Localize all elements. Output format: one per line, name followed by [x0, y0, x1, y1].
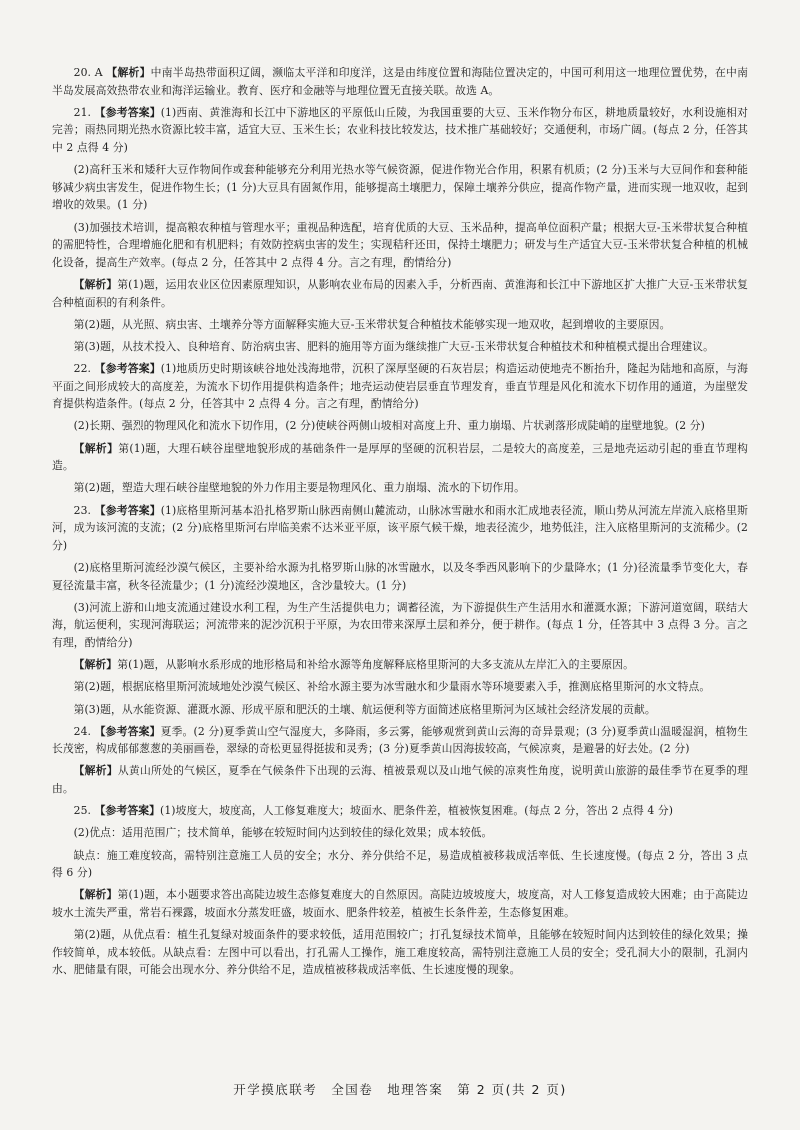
paragraph-text: 第(2)题，从优点看：植生孔复绿对坡面条件的要求较低，适用范围较广；打孔复绿技术简单，且能够在较短时间内达到较佳的绿化效果；操作较简单，成本较低。从缺点看：左图中可以看出，打孔需人工操作，施工难度较高，需特别注意施工人员的安全；受孔洞大小的限制，孔洞内水、肥储量有限，可能会出现水分、养分供给不足，造成植被移栽成活率低、生长速度慢的现象。 — [52, 928, 748, 977]
paragraph-text: (2)高秆玉米和矮秆大豆作物间作或套种能够充分利用光热水等气候资源，促进作物光合作用，积累有机质；(2 分)玉米与大豆间作和套种能够减少病虫害发生，促进作物生长；(1 分)大豆具有固氮作用，能够提高土壤肥力，保障土壤养分供应，提高作物产量，进而实现一地双收，起到增收的效果。(1 分) — [52, 163, 748, 212]
answer-paragraph — [52, 479, 748, 497]
answer-paragraph — [52, 316, 748, 334]
paragraph-text: (1)地质历史时期该峡谷地处浅海地带，沉积了深厚坚硬的石灰岩层；构造运动使地壳不断抬升，隆起为陆地和高原，与海平面之间形成较大的高度差，为流水下切作用提供构造条件；地壳运动使岩层垂直节理发育，垂直节理是风化和流水下切作用的通道，为崖壁发育提供构造条件。(每点 2 分，任答其中 2 点得 4 分。言之有理，酌情给分) — [52, 362, 748, 411]
answer-paragraph — [52, 886, 748, 921]
answer-paragraph — [52, 276, 748, 311]
section-tag: 【解析】 — [73, 764, 118, 778]
section-tag: 【参考答案】 — [94, 105, 161, 119]
answer-paragraph — [52, 417, 748, 435]
answer-paragraph — [52, 559, 748, 594]
answer-paragraph — [52, 802, 748, 820]
answer-paragraph — [52, 338, 748, 356]
answer-paragraph — [52, 161, 748, 214]
paragraph-text: 第(2)题，根据底格里斯河流域地处沙漠气候区、补给水源主要为冰雪融水和少量雨水等环境要素入手，推测底格里斯河的水文特点。 — [73, 680, 711, 694]
section-tag: 【解析】 — [73, 277, 118, 291]
section-tag: 【解析】 — [106, 66, 151, 79]
paragraph-text: (1)西南、黄淮海和长江中下游地区的平原低山丘陵，为我国重要的大豆、玉米作物分布区，耕地质量较好，水利设施相对完善；雨热同期光热水资源比较丰富，适宜大豆、玉米生长；农业科技比较发达，技术推广基础较好；交通便利，市场广阔。(每点 2 分，任答其中 2 点得 4 分) — [52, 105, 748, 154]
paragraph-text: 第(2)题，塑造大理石峡谷崖壁地貌的外力作用主要是物理风化、重力崩塌、流水的下切作用。 — [73, 481, 526, 495]
question-number: 20. A — [73, 66, 103, 79]
answer-content — [52, 64, 748, 979]
paragraph-text: 第(1)题，大理石峡谷崖壁地貌形成的基础条件一是厚厚的坚硬的沉积岩层，二是较大的高度差，三是地壳运动引起的垂直节理构造。 — [52, 441, 748, 473]
paragraph-text: 第(1)题，运用农业区位因素原理知识，从影响农业布局的因素入手，分析西南、黄淮海和长江中下游地区扩大推广大豆-玉米带状复合种植面积的有利条件。 — [52, 277, 748, 309]
paragraph-text: 从黄山所处的气候区，夏季在气候条件下出现的云海、植被景观以及山地气候的凉爽性角度，说明黄山旅游的最佳季节在夏季的理由。 — [52, 764, 748, 796]
question-number: 25. — [73, 804, 92, 818]
section-tag: 【参考答案】 — [94, 362, 161, 376]
section-tag: 【参考答案】 — [94, 804, 161, 818]
answer-paragraph — [52, 104, 748, 157]
paragraph-text: (2)底格里斯河流经沙漠气候区，主要补给水源为扎格罗斯山脉的冰雪融水，以及冬季西风影响下的少量降水；(1 分)径流量季节变化大，春夏径流量丰富，秋冬径流量少；(1 分)流经沙漠地区，含沙量较大。(1 分) — [52, 560, 748, 592]
paragraph-text: 第(1)题，本小题要求答出高陡边坡生态修复难度大的自然原因。高陡边坡坡度大，坡度高，对人工修复造成较大困难；由于高陡边坡水土流失严重，常岩石裸露，坡面水分蒸发旺盛，坡面水、肥条件较差，植被生长条件差，生态修复困难。 — [52, 888, 748, 919]
section-tag: 【参考答案】 — [94, 503, 161, 517]
paragraph-text: (1)坡度大，坡度高，人工修复难度大；坡面水、肥条件差，植被恢复困难。(每点 2 分，答出 2 点得 4 分) — [160, 804, 674, 818]
paragraph-text: (3)河流上游和山地支流通过建设水利工程，为生产生活提供电力；调蓄径流，为下游提供生产生活用水和灌溉水源；下游河道宽阔，联结大海，航运便利，实现河海联运；河流带来的泥沙沉积于平原，为农田带来深厚土层和养分，便于耕作。(每点 1 分，任答其中 3 点得 3 分。言之有理，酌情给分) — [52, 600, 748, 649]
paragraph-text: (2)优点：适用范围广；技术简单，能够在较短时间内达到较佳的绿化效果；成本较低。 — [73, 826, 493, 840]
answer-paragraph — [52, 360, 748, 413]
section-tag: 【解析】 — [73, 441, 119, 455]
answer-paragraph — [52, 219, 748, 272]
answer-paragraph — [52, 440, 748, 475]
question-number: 22. — [73, 362, 92, 376]
paragraph-text: 缺点：施工难度较高，需特别注意施工人员的安全；水分、养分供给不足，易造成植被移栽成活率低、生长速度慢。(每点 2 分，答出 3 点得 6 分) — [52, 848, 748, 880]
section-tag: 【解析】 — [73, 888, 118, 902]
answer-paragraph — [52, 926, 748, 979]
answer-paragraph — [52, 762, 748, 797]
question-number: 24. — [73, 724, 92, 738]
answer-paragraph — [52, 64, 748, 99]
answer-paragraph — [52, 723, 748, 758]
question-number: 21. — [73, 105, 92, 119]
answer-paragraph — [52, 656, 748, 674]
question-number: 23. — [73, 503, 92, 517]
paragraph-text: 夏季。(2 分)夏季黄山空气湿度大，多降雨，多云雾，能够观赏到黄山云海的奇异景观；(3 分)夏季黄山温暖湿润，植物生长茂密，构成郁郁葱葱的美丽画卷，翠绿的奇松更显得挺拔和灵秀；(3 分)夏季黄山因海拔较高，气候凉爽，是避暑的好去处。(2 分) — [52, 724, 748, 756]
paragraph-text: 第(1)题，从影响水系形成的地形格局和补给水源等角度解释底格里斯河的大多支流从左岸汇入的主要原因。 — [117, 658, 635, 672]
paragraph-text: (3)加强技术培训，提高粮农种植与管理水平；重视品种选配，培育优质的大豆、玉米品种，提高单位面积产量；根据大豆-玉米带状复合种植的需肥特性，合理增施化肥和有机肥料；有效防控病虫害的发生；实现秸秆还田，保持土壤肥力；研发与生产适宜大豆-玉米带状复合种植的机械化设备，提高生产效率。(每点 2 分，任答其中 2 点得 4 分。言之有理，酌情给分) — [52, 220, 748, 269]
paragraph-text: (1)底格里斯河基本沿扎格罗斯山脉西南侧山麓流动，山脉冰雪融水和雨水汇成地表径流，顺山势从河流左岸流入底格里斯河，成为该河流的支流；(2 分)底格里斯河右岸临美索不达米亚平原，该平原气候干燥，地表径流少，地势低洼，注入底格里斯河的支流稀少。(2 分) — [52, 503, 748, 552]
answer-paragraph — [52, 701, 748, 719]
section-tag: 【解析】 — [73, 658, 118, 672]
page-footer: 开学摸底联考 全国卷 地理答案 第 2 页(共 2 页) — [233, 1082, 567, 1097]
paragraph-text: 中南半岛热带面积辽阔，濒临太平洋和印度洋，这是由纬度位置和海陆位置决定的，中国可利用这一地理位置优势，在中南半岛发展高效热带农业和海洋运输业。教育、医疗和金融等与地理位置无直接关联。故选 A。 — [52, 66, 748, 97]
answer-paragraph — [52, 678, 748, 696]
paragraph-text: 第(2)题，从光照、病虫害、土壤养分等方面解释实施大豆-玉米带状复合种植技术能够实现一地双收，起到增收的主要原因。 — [73, 317, 671, 331]
answer-paragraph — [52, 847, 748, 882]
answer-paragraph — [52, 824, 748, 842]
paragraph-text: 第(3)题，从技术投入、良种培育、防治病虫害、肥料的施用等方面为继续推广大豆-玉米带状复合种植技术和种植模式提出合理建议。 — [73, 339, 715, 353]
section-tag: 【参考答案】 — [94, 724, 161, 738]
answer-paragraph — [52, 502, 748, 555]
paragraph-text: (2)长期、强烈的物理风化和流水下切作用，(2 分)使峡谷两侧山坡相对高度上升、重力崩塌、片状剥落形成陡峭的崖壁地貌。(2 分) — [73, 419, 705, 433]
paragraph-text: 第(3)题，从水能资源、灌溉水源、形成平原和肥沃的土壤、航运便利等方面简述底格里斯河为区域社会经济发展的贡献。 — [73, 702, 656, 716]
answer-paragraph — [52, 599, 748, 652]
